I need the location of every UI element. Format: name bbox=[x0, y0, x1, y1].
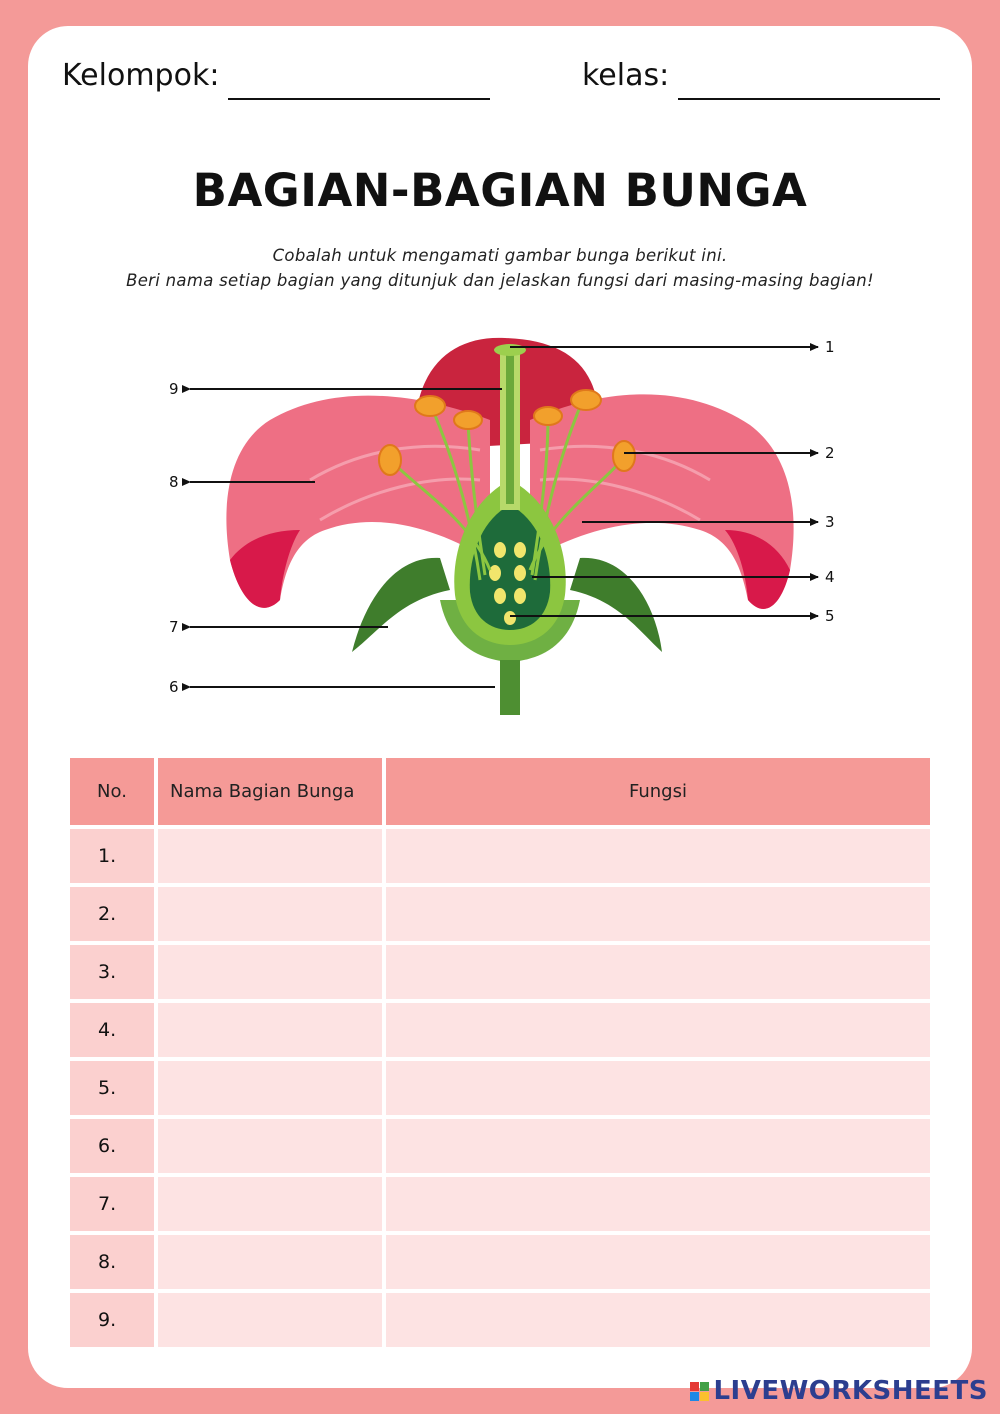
anther bbox=[613, 441, 635, 471]
group-label: Kelompok: bbox=[62, 58, 220, 93]
table-row bbox=[70, 1293, 930, 1347]
anther bbox=[454, 411, 482, 429]
function-input[interactable] bbox=[386, 1293, 930, 1347]
page-title: BAGIAN-BAGIAN BUNGA bbox=[192, 164, 808, 217]
class-input-line[interactable] bbox=[678, 98, 940, 100]
part-name-input[interactable] bbox=[158, 1177, 382, 1231]
part-name-input[interactable] bbox=[158, 887, 382, 941]
table-row bbox=[70, 887, 930, 941]
anther bbox=[534, 407, 562, 425]
instruction-line-1: Cobalah untuk mengamati gambar bunga berikut ini. bbox=[272, 246, 728, 265]
row-number: 9. bbox=[70, 1293, 154, 1347]
table-row bbox=[70, 1235, 930, 1289]
row-number: 4. bbox=[70, 1003, 154, 1057]
label-5: 5 bbox=[825, 607, 835, 625]
anther bbox=[379, 445, 401, 475]
part-name-input[interactable] bbox=[158, 1061, 382, 1115]
stigma bbox=[494, 344, 526, 356]
part-name-input[interactable] bbox=[158, 1293, 382, 1347]
label-7: 7 bbox=[169, 618, 179, 636]
function-input[interactable] bbox=[386, 945, 930, 999]
instruction-line-2: Beri nama setiap bagian yang ditunjuk dan jelaskan fungsi dari masing-masing bagian! bbox=[126, 271, 874, 290]
function-input[interactable] bbox=[386, 1061, 930, 1115]
function-input[interactable] bbox=[386, 1235, 930, 1289]
part-name-input[interactable] bbox=[158, 829, 382, 883]
part-name-input[interactable] bbox=[158, 1003, 382, 1057]
anther bbox=[571, 390, 601, 410]
row-number: 2. bbox=[70, 887, 154, 941]
header-function: Fungsi bbox=[386, 758, 930, 825]
table-row bbox=[70, 1003, 930, 1057]
label-6: 6 bbox=[169, 678, 179, 696]
label-8: 8 bbox=[169, 473, 179, 491]
row-number: 3. bbox=[70, 945, 154, 999]
label-4: 4 bbox=[825, 568, 835, 586]
function-input[interactable] bbox=[386, 1003, 930, 1057]
table-row bbox=[70, 945, 930, 999]
function-input[interactable] bbox=[386, 1119, 930, 1173]
label-1: 1 bbox=[825, 338, 835, 356]
function-input[interactable] bbox=[386, 887, 930, 941]
part-name-input[interactable] bbox=[158, 945, 382, 999]
class-label: kelas: bbox=[582, 58, 670, 93]
right-sepal bbox=[570, 558, 662, 652]
row-number: 6. bbox=[70, 1119, 154, 1173]
label-2: 2 bbox=[825, 444, 835, 462]
answer-table bbox=[66, 754, 934, 1351]
row-number: 8. bbox=[70, 1235, 154, 1289]
watermark-text: LIVEWORKSHEETS bbox=[713, 1376, 988, 1406]
part-name-input[interactable] bbox=[158, 1119, 382, 1173]
label-9: 9 bbox=[169, 380, 179, 398]
table-row bbox=[70, 1061, 930, 1115]
flower-stalk bbox=[500, 660, 520, 715]
flower-diagram bbox=[150, 330, 870, 720]
header-part-name: Nama Bagian Bunga bbox=[158, 758, 382, 825]
function-input[interactable] bbox=[386, 829, 930, 883]
function-input[interactable] bbox=[386, 1177, 930, 1231]
left-sepal bbox=[352, 558, 450, 652]
label-3: 3 bbox=[825, 513, 835, 531]
row-number: 7. bbox=[70, 1177, 154, 1231]
liveworksheets-logo-icon bbox=[690, 1382, 709, 1401]
liveworksheets-watermark[interactable] bbox=[690, 1376, 988, 1406]
table-row bbox=[70, 1119, 930, 1173]
row-number: 1. bbox=[70, 829, 154, 883]
table-row bbox=[70, 829, 930, 883]
anther bbox=[415, 396, 445, 416]
table-row bbox=[70, 1177, 930, 1231]
group-input-line[interactable] bbox=[228, 98, 490, 100]
row-number: 5. bbox=[70, 1061, 154, 1115]
table-header-row bbox=[70, 758, 930, 825]
part-name-input[interactable] bbox=[158, 1235, 382, 1289]
header-no: No. bbox=[70, 758, 154, 825]
